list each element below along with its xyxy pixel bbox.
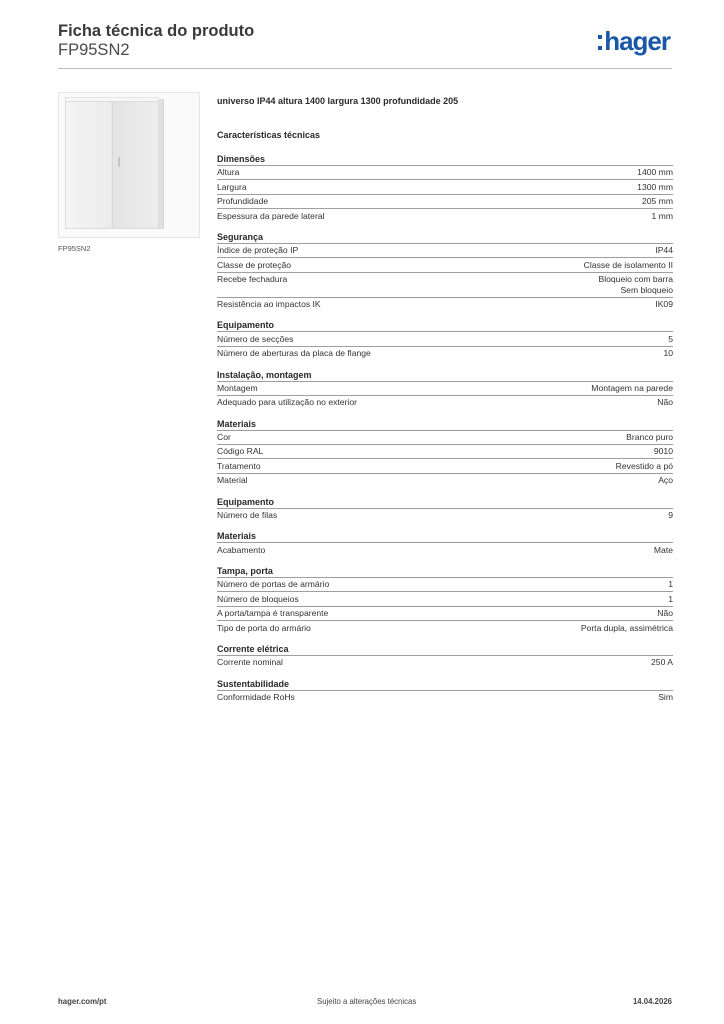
spec-value-line: Mate [653, 544, 673, 555]
spec-value [657, 608, 673, 619]
section-title: Materiais [217, 531, 257, 542]
spec-value [655, 299, 673, 310]
spec-label: Número de portas de armário [217, 579, 330, 590]
spec-label: Largura [217, 181, 247, 192]
spec-row [217, 179, 673, 193]
footer-date: 14.04.2026 [632, 997, 672, 1006]
spec-value-line: Montagem na parede [591, 382, 673, 393]
spec-row [217, 395, 673, 409]
spec-value-line: 9 [668, 509, 673, 520]
spec-value-line: 1 mm [651, 210, 673, 221]
spec-label: Adequado para utilização no exterior [217, 397, 357, 408]
spec-value-line: 1 [668, 579, 673, 590]
spec-label: Espessura da parede lateral [217, 210, 325, 221]
spec-value [581, 623, 673, 634]
section-title: Instalação, montagem [217, 369, 312, 380]
spec-value [652, 211, 673, 222]
section-title: Dimensões [217, 154, 266, 164]
spec-section [217, 154, 673, 223]
cabinet-door-split [112, 102, 113, 228]
spec-row [217, 297, 673, 311]
spec-section [217, 370, 673, 410]
spec-label: Tipo de porta do armário [217, 622, 311, 633]
spec-value-line: 250 A [651, 657, 673, 668]
spec-row [217, 577, 673, 591]
spec-label: Corrente nominal [217, 657, 283, 668]
spec-label: Número de filas [217, 509, 278, 520]
header-divider [58, 68, 672, 69]
spec-row [217, 331, 673, 345]
section-title: Corrente elétrica [217, 643, 289, 654]
spec-value-line: Aço [658, 475, 673, 486]
spec-row [217, 458, 673, 472]
spec-value [584, 260, 673, 271]
spec-label: Recebe fechadura [217, 274, 288, 285]
cabinet-handle [118, 157, 120, 167]
spec-row [217, 430, 673, 444]
document-title: Ficha técnica do produto [58, 22, 255, 40]
spec-row [217, 194, 673, 208]
spec-row [217, 508, 673, 522]
spec-label: Altura [217, 167, 240, 178]
spec-label: Resistência ao impactos IK [217, 299, 321, 309]
spec-value [654, 446, 673, 457]
spec-row [217, 606, 673, 620]
spec-row [217, 690, 673, 704]
spec-label: A porta/tampa é transparente [217, 608, 329, 619]
spec-label: Classe de proteção [217, 259, 292, 270]
spec-value-line: Não [657, 608, 673, 619]
spec-row [217, 444, 673, 458]
logo-text: hager [604, 26, 670, 56]
logo-mark-icon [598, 35, 602, 50]
hager-logo [598, 26, 670, 56]
spec-value-line: Sim [658, 692, 673, 703]
spec-label: Número de aberturas da placa de flange [217, 348, 371, 359]
spec-section [217, 644, 673, 669]
footer-notice: Sujeito a alterações técnicas [317, 997, 417, 1006]
spec-row [217, 655, 673, 669]
document-header [58, 22, 672, 69]
spec-value-line: Porta dupla, assimétrica [580, 622, 673, 633]
spec-value [591, 383, 673, 394]
product-summary: universo IP44 altura 1400 largura 1300 profundidade 205 [217, 96, 459, 106]
spec-label: Conformidade RoHs [217, 692, 295, 703]
spec-label: Acabamento [217, 544, 266, 555]
spec-section [217, 320, 673, 360]
spec-value-line: IP44 [655, 245, 673, 256]
spec-value [663, 348, 673, 359]
spec-value-line: Revestido a pó [615, 460, 673, 471]
spec-row [217, 346, 673, 360]
spec-row [217, 620, 673, 634]
spec-value [668, 510, 673, 521]
product-code: FP95SN2 [58, 41, 130, 59]
spec-value [642, 196, 673, 207]
spec-label: Código RAL [217, 446, 264, 457]
spec-value-line: 5 [668, 333, 673, 344]
spec-row [217, 272, 673, 297]
spec-label: Material [217, 475, 248, 486]
spec-label: Número de bloqueios [217, 593, 299, 604]
spec-value [598, 274, 673, 295]
spec-value [637, 167, 673, 178]
spec-value [668, 334, 673, 345]
spec-value-line: Classe de isolamento II [583, 259, 673, 270]
spec-label: Número de secções [217, 333, 294, 344]
spec-row [217, 165, 673, 179]
spec-value-line: 10 [663, 348, 673, 359]
spec-value [637, 182, 673, 193]
spec-row [217, 257, 673, 271]
spec-value-line: Não [657, 397, 673, 408]
cabinet-side [159, 99, 164, 229]
spec-value-line: 1400 mm [637, 167, 673, 178]
spec-value-line: 205 mm [641, 196, 673, 207]
spec-row [217, 591, 673, 605]
spec-row [217, 381, 673, 395]
spec-row [217, 542, 673, 556]
section-title: Segurança [217, 231, 264, 242]
spec-value [668, 579, 673, 590]
footer-website: hager.com/pt [58, 997, 107, 1006]
spec-section [217, 419, 673, 488]
spec-section [217, 566, 673, 635]
spec-value [626, 432, 673, 443]
spec-label: Índice de proteção IP [217, 245, 299, 256]
spec-value-line: IK09 [655, 299, 673, 309]
section-title: Tampa, porta [217, 566, 273, 577]
spec-value [616, 461, 673, 472]
spec-label: Montagem [217, 382, 258, 393]
tech-characteristics-heading: Características técnicas [217, 130, 321, 140]
spec-row [217, 473, 673, 487]
spec-value [655, 245, 673, 256]
spec-value [654, 545, 673, 556]
spec-value [658, 692, 673, 703]
spec-row [217, 243, 673, 257]
product-image [58, 92, 200, 238]
spec-label: Tratamento [217, 460, 261, 471]
spec-section [217, 679, 673, 704]
spec-value-line: Branco puro [626, 432, 673, 443]
spec-value [657, 397, 673, 408]
section-title: Equipamento [217, 496, 275, 507]
spec-section [217, 232, 673, 311]
spec-value [658, 475, 673, 486]
image-caption: FP95SN2 [58, 244, 91, 253]
spec-section [217, 497, 673, 522]
spec-value-line: Bloqueio com barra [598, 274, 673, 285]
spec-label: Cor [217, 432, 231, 443]
spec-value [651, 657, 673, 668]
spec-section [217, 531, 673, 556]
spec-value-line: Sem bloqueio [620, 284, 673, 295]
spec-value-line: 1 [668, 593, 673, 604]
spec-value-line: 1300 mm [637, 181, 673, 192]
spec-sections [217, 154, 673, 704]
spec-value [668, 594, 673, 605]
section-title: Equipamento [217, 320, 275, 331]
spec-value-line: 9010 [653, 446, 673, 457]
section-title: Sustentabilidade [217, 678, 290, 689]
spec-label: Profundidade [217, 196, 269, 207]
spec-row [217, 208, 673, 222]
product-details [217, 96, 673, 714]
section-title: Materiais [217, 418, 257, 429]
